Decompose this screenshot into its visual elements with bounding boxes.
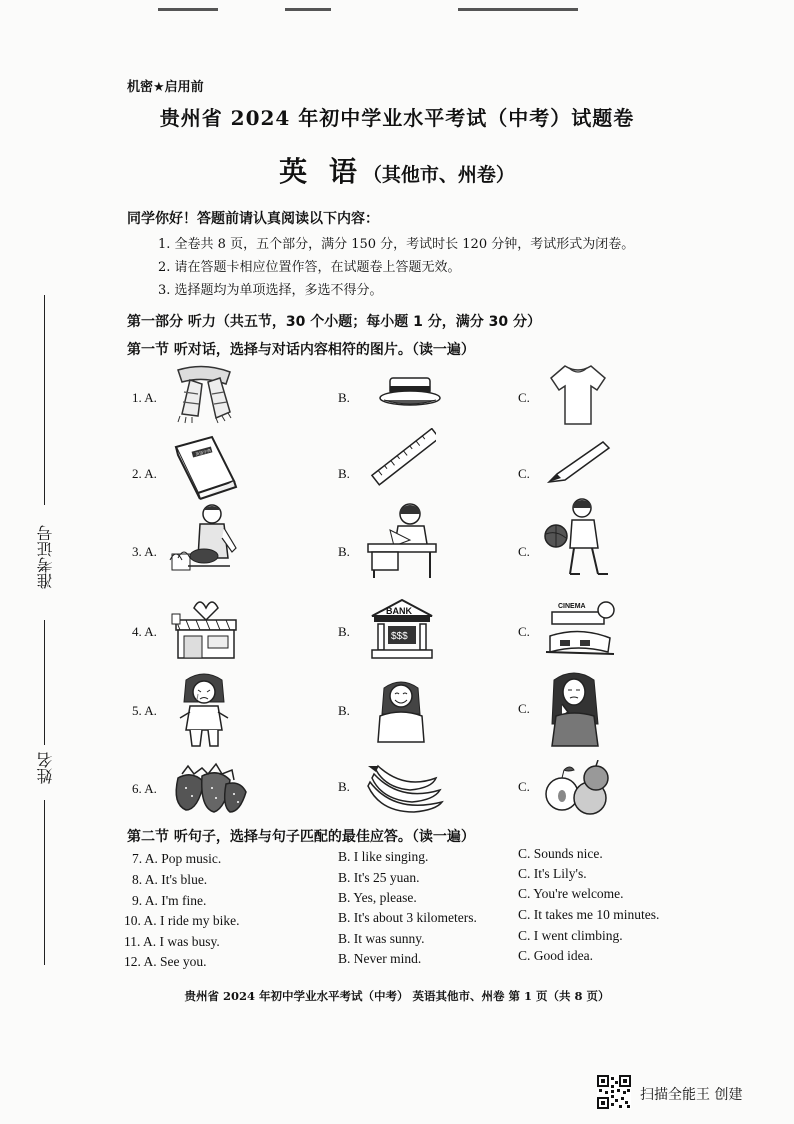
question-number: 1. A. [132, 390, 157, 405]
page-footer: 贵州省 2024 年初中学业水平考试（中考） 英语其他市、州卷 第 1 页（共 8 页） [184, 989, 610, 1003]
bank-sign: BANK [386, 606, 412, 616]
strawberries-icon [168, 760, 250, 820]
instruction-item: 1. 全卷共 8 页，五个部分，满分 150 分，考试时长 120 分钟，考试形式为闭卷。 [158, 237, 635, 252]
apples-icon [540, 760, 616, 818]
name-label: 姓名 [36, 752, 55, 784]
subject-sub: （其他市、州卷） [362, 164, 515, 186]
option-label: C. [518, 544, 530, 559]
answer-option: B. Never mind. [338, 951, 422, 966]
option-label: B. [338, 779, 350, 794]
pencil-icon [545, 436, 611, 486]
shop-icon [170, 594, 242, 662]
part1-heading: 第一部分 听力（共五节，30 个小题；每小题 1 分，满分 30 分） [127, 314, 541, 330]
crying-girl-icon [176, 672, 232, 750]
question-number: 4. A. [132, 624, 157, 639]
answer-option: 8. A. It's blue. [132, 872, 208, 887]
basketball-player-icon [540, 496, 612, 578]
scan-mark [158, 8, 218, 11]
cinema-icon [544, 596, 616, 662]
answer-option: B. It's 25 yuan. [338, 870, 420, 885]
answer-option: B. It's about 3 kilometers. [338, 910, 477, 925]
question-number: 2. A. [132, 466, 157, 481]
hat-icon [378, 372, 442, 412]
option-label: C. [518, 466, 530, 481]
thinking-woman-icon [544, 668, 606, 748]
bananas-icon [364, 762, 448, 816]
instruction-item: 2. 请在答题卡相应位置作答，在试题卷上答题无效。 [158, 260, 461, 275]
option-label: B. [338, 466, 350, 481]
answer-option: C. It's Lily's. [518, 866, 587, 881]
instructions-greeting: 同学你好！答题前请认真阅读以下内容： [127, 211, 379, 227]
answer-option: 11. A. I was busy. [124, 934, 220, 949]
bank-money-text: $$$ [391, 631, 408, 642]
book-label: 英语字典 [194, 447, 212, 457]
scan-mark [458, 8, 578, 11]
option-label: C. [518, 701, 530, 716]
answer-option: 9. A. I'm fine. [132, 893, 207, 908]
answer-option: B. It was sunny. [338, 931, 425, 946]
instruction-item: 3. 选择题均为单项选择，多选不得分。 [158, 283, 383, 298]
option-label: B. [338, 390, 350, 405]
answer-option: 10. A. I ride my bike. [124, 913, 240, 928]
option-label: C. [518, 390, 530, 405]
ruler-icon [366, 428, 436, 490]
answer-option: B. I like singing. [338, 849, 429, 864]
option-label: B. [338, 544, 350, 559]
confidential-mark: 机密★启用前 [127, 80, 204, 95]
section2-heading: 第二节 听句子，选择与句子匹配的最佳应答。（读一遍） [127, 829, 475, 845]
bank-icon [368, 598, 436, 660]
option-label: C. [518, 779, 530, 794]
answer-option: 7. A. Pop music. [132, 851, 222, 866]
tshirt-icon [545, 360, 609, 428]
scanner-watermark: 扫描全能王 创建 [640, 1087, 743, 1103]
answer-option: C. Sounds nice. [518, 846, 603, 861]
exam-title: 贵州省 2024 年初中学业水平考试（中考）试题卷 [159, 106, 635, 130]
cooking-person-icon [168, 500, 246, 578]
option-label: C. [518, 624, 530, 639]
binding-line [44, 295, 45, 505]
scan-mark [285, 8, 331, 11]
answer-option: 12. A. See you. [124, 954, 207, 969]
section1-heading: 第一节 听对话，选择与对话内容相符的图片。（读一遍） [127, 342, 475, 358]
option-label: B. [338, 703, 350, 718]
answer-option: C. Good idea. [518, 948, 593, 963]
answer-option: C. You're welcome. [518, 886, 624, 901]
happy-girl-icon [370, 676, 432, 744]
qr-code-icon [597, 1075, 631, 1109]
answer-option: C. I went climbing. [518, 928, 623, 943]
subject-title [0, 150, 794, 190]
exam-id-label: 准考证号 [36, 525, 55, 589]
scarf-icon [168, 362, 240, 424]
question-number: 3. A. [132, 544, 157, 559]
answer-option: C. It takes me 10 minutes. [518, 907, 660, 922]
cinema-sign: CINEMA [558, 603, 586, 610]
binding-line [44, 620, 45, 745]
option-label: B. [338, 624, 350, 639]
answer-option: B. Yes, please. [338, 890, 417, 905]
question-number: 5. A. [132, 703, 157, 718]
reading-student-icon [364, 500, 440, 578]
question-number: 6. A. [132, 781, 157, 796]
subject-main: 英 语 [279, 155, 363, 188]
dictionary-icon [168, 433, 240, 501]
binding-line [44, 800, 45, 965]
